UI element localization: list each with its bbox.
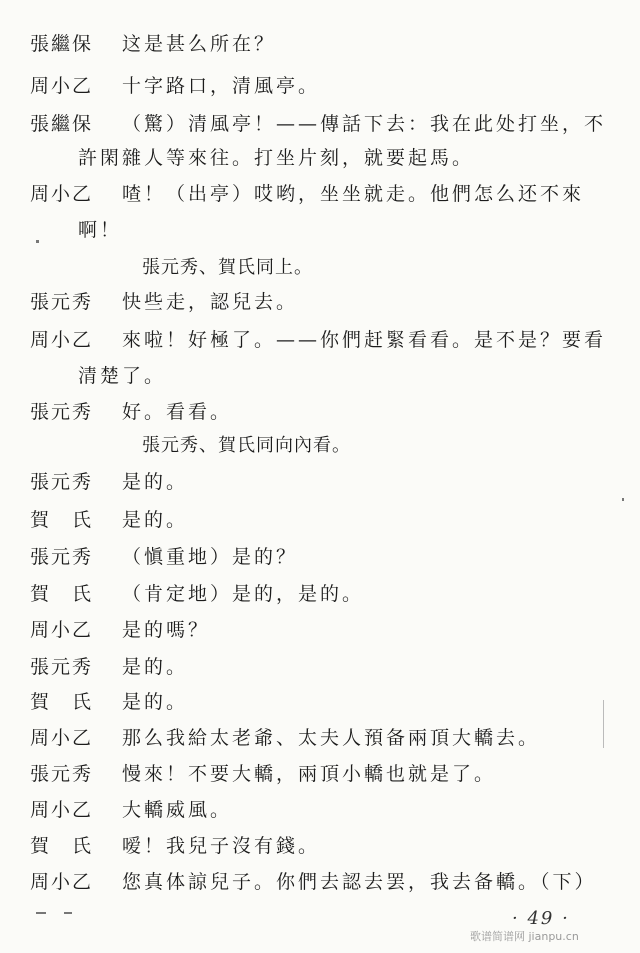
scan-line xyxy=(603,700,604,748)
speaker-name: 周小乙 xyxy=(30,183,94,205)
scan-speck xyxy=(622,498,624,501)
speaker-name: 張繼保 xyxy=(30,113,94,135)
dialogue-text: 这是甚么所在？ xyxy=(122,33,277,55)
dialogue-text: 是的。 xyxy=(122,656,189,678)
speaker-name: 賀 氏 xyxy=(30,835,94,857)
speaker-name: 賀 氏 xyxy=(30,691,94,713)
speaker-name: 張元秀 xyxy=(30,656,94,678)
speaker-name: 張元秀 xyxy=(30,291,94,313)
dialogue-text: 嗳！我兒子沒有錢。 xyxy=(122,835,321,857)
dialogue-text: 喳！（出亭）哎哟，坐坐就走。他們怎么还不來 xyxy=(122,183,585,205)
scan-speck xyxy=(36,912,46,914)
continuation-text: 啊！ xyxy=(78,219,123,241)
speaker-name: 賀 氏 xyxy=(30,583,94,605)
dialogue-text: 好。看看。 xyxy=(122,401,233,423)
dialogue-text: 您真体諒兒子。你們去認去罢，我去备轎。（下） xyxy=(122,871,597,893)
dialogue-text: （驚）清風亭！——傳話下去：我在此处打坐，不 xyxy=(122,113,607,135)
dialogue-text: （肯定地）是的，是的。 xyxy=(122,583,365,605)
speaker-name: 賀 氏 xyxy=(30,509,94,531)
dialogue-text: （愼重地）是的？ xyxy=(122,546,299,568)
speaker-name: 周小乙 xyxy=(30,329,94,351)
continuation-text: 許閑雜人等來往。打坐片刻，就要起馬。 xyxy=(78,147,475,169)
dialogue-text: 來啦！好極了。——你們赶緊看看。是不是？要看 xyxy=(122,329,607,351)
speaker-name: 張元秀 xyxy=(30,401,94,423)
speaker-name: 張元秀 xyxy=(30,546,94,568)
speaker-name: 周小乙 xyxy=(30,619,94,641)
stage-direction-text: 張元秀、賀氏同向內看。 xyxy=(142,435,351,456)
speaker-name: 周小乙 xyxy=(30,799,94,821)
dialogue-text: 十字路口，清風亭。 xyxy=(122,75,321,97)
dialogue-text: 是的。 xyxy=(122,509,189,531)
scan-speck xyxy=(64,912,72,914)
scan-speck xyxy=(36,240,39,243)
dialogue-text: 快些走，認兒去。 xyxy=(122,291,299,313)
dialogue-text: 是的。 xyxy=(122,691,189,713)
speaker-name: 周小乙 xyxy=(30,727,94,749)
speaker-name: 張繼保 xyxy=(30,33,94,55)
speaker-name: 張元秀 xyxy=(30,763,94,785)
speaker-name: 周小乙 xyxy=(30,871,94,893)
dialogue-text: 是的嗎？ xyxy=(122,619,211,641)
dialogue-text: 那么我給太老爺、太夫人預备兩頂大轎去。 xyxy=(122,727,541,749)
site-watermark: 歌谱简谱网 jianpu.cn xyxy=(470,930,579,943)
dialogue-text: 慢來！不要大轎，兩頂小轎也就是了。 xyxy=(122,763,497,785)
dialogue-text: 大轎威風。 xyxy=(122,799,233,821)
dialogue-text: 是的。 xyxy=(122,471,189,493)
stage-direction-text: 張元秀、賀氏同上。 xyxy=(142,257,313,278)
continuation-text: 清楚了。 xyxy=(78,365,167,387)
page-number: · 49 · xyxy=(512,908,570,929)
speaker-name: 張元秀 xyxy=(30,471,94,493)
speaker-name: 周小乙 xyxy=(30,75,94,97)
